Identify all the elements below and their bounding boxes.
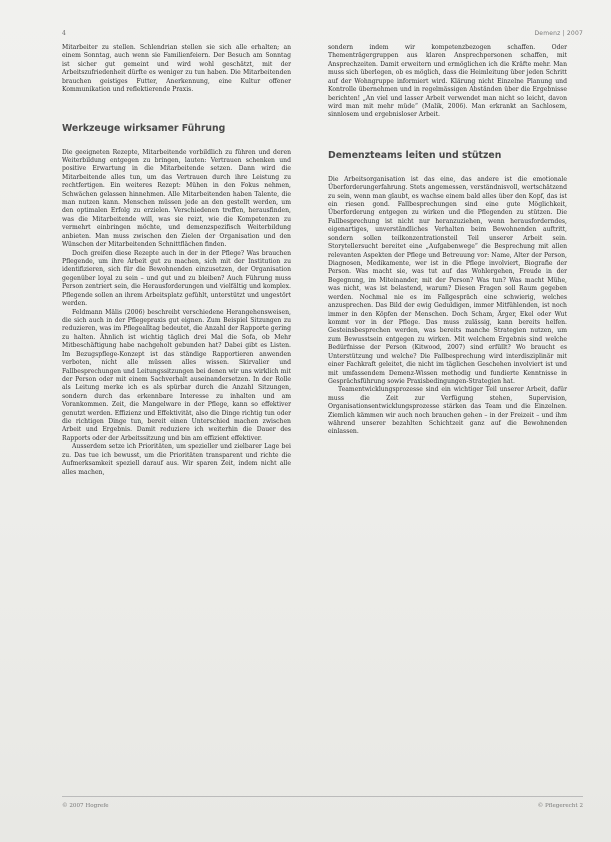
left-paragraph-3: Feldmann Mälis (2006) beschreibt verschiedene Herangehensweisen, die sich auch in der Pflegepraxis gut eignen. Zum Beispiel Sitzungen zu reduzieren, was im Pflegealltag bedeutet, die Anzahl der Rapporte gering zu halten. Ähnlich ist wichtig täglich drei Mal die Sofa, ob Mehr Mitbeschäftigung habe nachgeholt gebunden hat? Dabei gibt es Listen. Im Bezugspflege-Konzept ist das ständige Rapportieren anwenden verboten, nicht alle müssen alles wissen. Skirvalier und Fallbesprechungen und Leitungssitzungen bei denen wir uns wirklich mit der Person oder mit einem Sachverhalt auseinandersetzen. In der Rolle als Leitung merke ich es als spürbar durch die Anzahl Sitzungen, sondern durch das erkennbare Interesse zu inhalten und am Vorankommen. Zeit, die Mangelware in der Pflege, kann so effektiver genutzt werden. Effizienz und Effektivität, also die Dinge richtig tun oder die richtigen Dinge tun, bereit einen Unterschied machen zwischen Arbeit und Ergebnis. Damit reduziere ich weiterhin die Dauer des Rapports oder der Arbeitssitzung und bin am effizient effektiver. [62,308,291,442]
left-intro-paragraph: Mitarbeiter zu stellen. Schlendrian stellen sie sich alle erhalten; an einem Sonntag, auch wenn sie Familienfeiern. Der Besuch am Sonntag ist sicher gut gemeint und wird wohl geschätzt, mit der Arbeitszufriedenheit dürfte es weniger zu tun haben. Die Mitarbeitenden brauchen geistiges Futter, Anerkennung, eine Kultur offener Kommunikation und reflektierende Praxis. [62,44,291,94]
right-column [328,44,567,437]
right-intro-paragraph: sondern indem wir kompetenzbezogen schaffen. Oder Thementrägergruppen aus klaren Ansprechpersonen schaffen, mit Ansprechzeiten. Damit erweitern und ermöglichen ich die Kräfte mehr. Man muss sich überlegen, ob es möglich, dass die Heimleitung über jeden Schritt auf der Wohngruppe informiert wird. Klärung nicht Einzelne Planung und Kontrolle übernehmen und in regelmässigen Abständen über die Ergebnisse berichten! „An viel und lasser Arbeit verwendet man nicht so leicht, davon wird man mit mehr müde“ (Malik, 2006). Man erkrankt an Sachlosem, sinnlosem und ergebnisloser Arbeit. [328,44,567,119]
section-heading-demenzteams: Demenzteams leiten und stützen [328,149,502,161]
section-heading-fuehrung: Werkzeuge wirksamer Führung [62,122,226,134]
left-paragraph-1: Die geeigneten Rezepte, Mitarbeitende vorbildlich zu führen und deren Weiterbildung entgegen zu bringen, lauten: Vertrauen schenken und positive Erwartung in die Mitarbeitende setzen. Dann wird die Mitarbeitende alles tun, um das Vertrauen durch ihre Leistung zu rechtfertigen. Ein weiteres Rezept: Mühen in den Fokus nehmen, Schwächen gelassen hinnehmen. Alle Mitarbeitenden haben Talente, die man nutzen kann. Menschen müssen jede an den gestellt werden, um den optimalen Erfolg zu erzielen. Verschiedenen treffen, herausfinden, was die Mitarbeitende will, was sie reizt, wie die Kompetenzen zu vermehrt einbringen möchte, und demenzspezifisch Weiterbildung anbieten. Man muss zwischen den Zielen der Organisation und den Wünschen der Mitarbeitenden Schnittflächen finden. [62,148,291,249]
footer-divider [62,796,583,797]
right-paragraph-2: Teamentwicklungsprozesse sind ein wichtiger Teil unserer Arbeit, dafür muss die Zeit zur Verfügung stehen, Supervision, Organisationsentwicklungsprozesse stärken das Team und die Einzelnen. Ziemlich kämmen wir auch noch brauchen gehen – in der Freizeit – und ihm während unserer bezahlten Schichtzeit ganz auf die Bewohnenden einlassen. [328,386,567,436]
footer-copyright: © 2007 Hogrefe [62,803,109,809]
footer-journal: © Pflegerecht 2 [537,803,583,809]
left-column [62,44,291,477]
right-paragraph-1: Die Arbeitsorganisation ist das eine, das andere ist die emotionale Überforderungerfahrung. Stets angemessen, verständnisvoll, wertschätzend zu sein, wenn man glaubt, es wachse einem bald alles über den Kopf, das ist ein riesen gond. Fallbesprechungen sind eine gute Möglichkeit, Überforderung entgegen zu wirken und die Pflegenden zu stützen. Die Fallbesprechung ist nicht nur heranzuziehen, wenn herausforderndes, eigenartiges, unverständliches Verhalten beim Bewohnenden auftritt, sondern sollen teilkonzentrationsteil Teil unserer Arbeit sein. Storytellersucht bereitet eine „Aufgabenwege“ die Besprechung mit allen relevanten Aspekten der Pflege und Betreuung vor: Name, Alter der Person, Diagnosen, Medikamente, wer ist in die Pflege involviert, Biografie der Person. Was macht sie, was tut auf das Wohlergehen, Freude in der Begegnung, im Miteinander, mit der Person? Was tun? Was macht Mühe, was nicht, was ist belastend, warum? Diesen Fragen soll Raum gegeben werden. Nochmal nie es im Fallgespräch eine schwierig, welches anzusprechen. Das Bild der ewig Geduldigen, immer Mitfühlenden, ist noch immer in den Köpfen der Menschen. Doch Scham, Ärger, Ekel oder Wut kommt vor in der Pflege. Das muss zulässig, kann bereits helfen. Gesteinsbesprechen werden, was bereits manche Strategien nutzen, um zum Bewusstsein entgegen zu wirken. Mit welchem Ergebnis sind welche Bedürfnisse der Person (Kitwood, 2007) sind erfüllt? Wo braucht es Unterstützung und welche? Die Fallbesprechung wird interdisziplinär mit einer Fachkraft geleitet, die nicht im täglichen Geschehen involviert ist und mit umfassendem Demenz-Wissen methodig und fundierte Kenntnisse in Gesprächsführung sowie Praxisbedingungen-Strategien hat. [328,175,567,385]
running-header: Demenz | 2007 [534,30,583,37]
page-number: 4 [62,30,66,37]
left-paragraph-2: Doch greifen diese Rezepte auch in der in der Pflege? Was brauchen Pflegende, um ihre Arbeit gut zu machen, sich mit der Institution zu identifizieren, sich für die Bewohnenden einzusetzen, der Organisation gegenüber loyal zu sein – und gut und zu bleiben? Auch Führung muss Person zentriert sein, die Herausforderungen und vielfältig und komplex. Pflegende sollen an ihrem Arbeitsplatz gefühlt, unterstützt und ungestört werden. [62,249,291,308]
left-paragraph-4: Ausserdem setze ich Prioritäten, um spezieller und zielbarer Lage bei zu. Das tue ich bewusst, um die Prioritäten transparent und richte die Aufmerksamkeit speziell darauf aus. Wir sparen Zeit, indem nicht alle alles machen, [62,443,291,476]
